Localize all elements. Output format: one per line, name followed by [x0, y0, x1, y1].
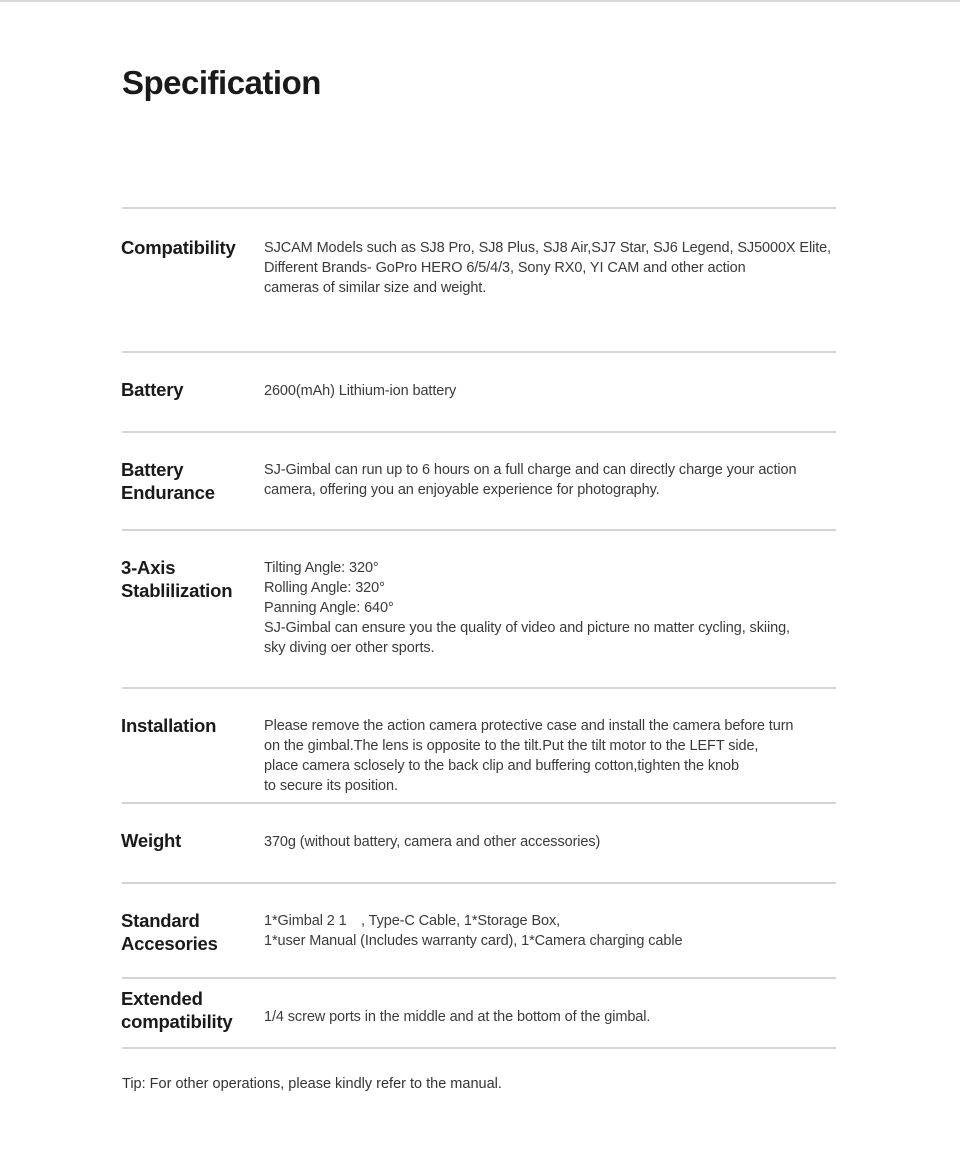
spec-value-battery: 2600(mAh) Lithium-ion battery	[264, 383, 457, 399]
spec-value-weight: 370g (without battery, camera and other accessories)	[264, 834, 601, 850]
divider	[122, 687, 836, 689]
page-title: Specification	[122, 64, 321, 101]
spec-label-standard-accessories: Standard Accesories	[121, 910, 218, 954]
spec-value-stabilization: Tilting Angle: 320° Rolling Angle: 320° Panning Angle: 640° SJ-Gimbal can ensure you the quality of video and picture no matter cycling, skiing, sky diving oer other sports.	[264, 560, 790, 656]
divider	[122, 529, 836, 531]
top-border	[0, 0, 960, 2]
spec-label-battery: Battery	[121, 379, 184, 400]
divider	[122, 207, 836, 209]
spec-label-compatibility: Compatibility	[121, 237, 236, 258]
spec-label-extended-compatibility: Extended compatibility	[121, 988, 233, 1032]
spec-value-battery-endurance: SJ-Gimbal can run up to 6 hours on a full charge and can directly charge your action camera, offering you an enjoyable experience for photography.	[264, 462, 797, 498]
spec-label-battery-endurance: Battery Endurance	[121, 459, 215, 503]
divider	[122, 802, 836, 804]
spec-label-stabilization: 3-Axis Stablilization	[121, 557, 233, 601]
divider	[122, 431, 836, 433]
divider	[122, 1047, 836, 1049]
divider	[122, 351, 836, 353]
spec-value-compatibility: SJCAM Models such as SJ8 Pro, SJ8 Plus, SJ8 Air,SJ7 Star, SJ6 Legend, SJ5000X Elite, Different Brands- GoPro HERO 6/5/4/3, Sony RX0, YI CAM and other action cameras of similar size and weight.	[264, 240, 832, 296]
divider	[122, 977, 836, 979]
divider	[122, 882, 836, 884]
spec-label-weight: Weight	[121, 830, 182, 851]
spec-value-extended-compatibility: 1/4 screw ports in the middle and at the bottom of the gimbal.	[264, 1009, 651, 1025]
spec-value-installation: Please remove the action camera protective case and install the camera before turn on the gimbal.The lens is opposite to the tilt.Put the tilt motor to the LEFT side, place camera sclosely to the back clip and buffering cotton,tighten the knob to secure its position.	[264, 718, 794, 794]
tip-text: Tip: For other operations, please kindly refer to the manual.	[122, 1076, 502, 1092]
spec-value-standard-accessories: 1*Gimbal 2 1 , Type-C Cable, 1*Storage Box, 1*user Manual (Includes warranty card), 1*Camera charging cable	[264, 913, 683, 949]
spec-label-installation: Installation	[121, 715, 217, 736]
